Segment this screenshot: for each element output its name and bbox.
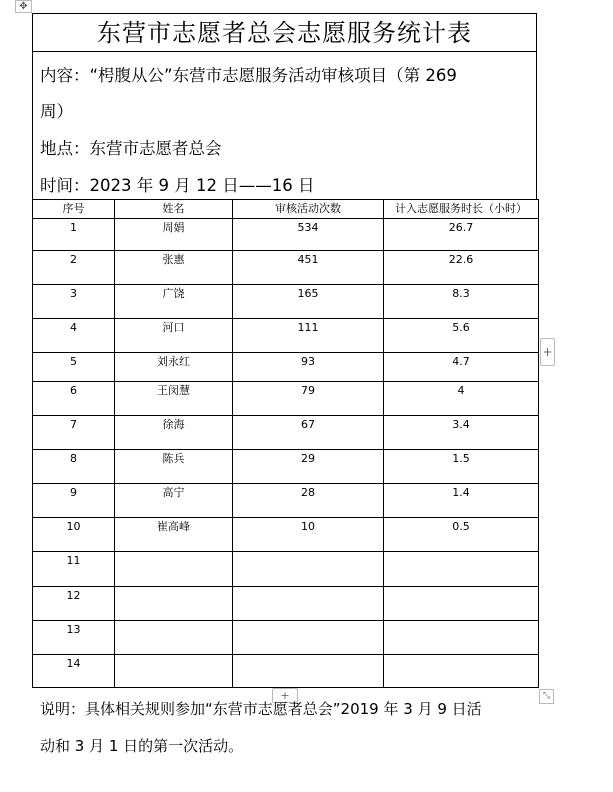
table-header-row — [33, 200, 539, 219]
table-row — [33, 382, 539, 416]
cell-index[interactable]: 8 — [33, 450, 115, 484]
cell-index[interactable]: 3 — [33, 285, 115, 319]
cell-index[interactable]: 14 — [33, 655, 115, 688]
cell-name[interactable]: 王闵慧 — [115, 382, 233, 416]
header-service-hours: 计入志愿服务时长（小时） — [384, 200, 539, 219]
cell-service-hours[interactable] — [384, 655, 539, 688]
cell-index[interactable]: 5 — [33, 353, 115, 382]
table-row — [33, 450, 539, 484]
table-resize-icon[interactable]: ⤡ — [539, 689, 554, 704]
table-row — [33, 416, 539, 450]
content-line-continued: 周） — [40, 102, 73, 121]
cell-service-hours[interactable]: 22.6 — [384, 251, 539, 285]
add-row-icon[interactable]: + — [272, 688, 298, 703]
cell-service-hours[interactable]: 8.3 — [384, 285, 539, 319]
note-line: 说明：具体相关规则参加“东营市志愿者总会”2019 年 3 月 9 日活 — [40, 700, 482, 718]
table-row — [33, 484, 539, 518]
cell-name[interactable]: 张惠 — [115, 251, 233, 285]
cell-service-hours[interactable]: 1.5 — [384, 450, 539, 484]
table-row — [33, 319, 539, 353]
cell-index[interactable]: 4 — [33, 319, 115, 353]
table-row — [33, 621, 539, 655]
cell-index[interactable]: 2 — [33, 251, 115, 285]
cell-service-hours[interactable]: 4.7 — [384, 353, 539, 382]
add-column-icon[interactable]: + — [540, 338, 555, 366]
cell-service-hours[interactable]: 3.4 — [384, 416, 539, 450]
cell-service-hours[interactable]: 26.7 — [384, 219, 539, 251]
cell-activity-count[interactable] — [233, 621, 384, 655]
cell-index[interactable]: 10 — [33, 518, 115, 552]
cell-index[interactable]: 9 — [33, 484, 115, 518]
cell-name[interactable]: 广饶 — [115, 285, 233, 319]
cell-name[interactable]: 刘永红 — [115, 353, 233, 382]
cell-name[interactable]: 崔高峰 — [115, 518, 233, 552]
cell-service-hours[interactable]: 1.4 — [384, 484, 539, 518]
cell-index[interactable]: 7 — [33, 416, 115, 450]
cell-index[interactable]: 1 — [33, 219, 115, 251]
cell-name[interactable]: 河口 — [115, 319, 233, 353]
cell-index[interactable]: 6 — [33, 382, 115, 416]
cell-name[interactable]: 徐海 — [115, 416, 233, 450]
cell-activity-count[interactable] — [233, 587, 384, 621]
content-line: 内容：“枵腹从公”东营市志愿服务活动审核项目（第 269 — [40, 66, 457, 85]
cell-activity-count[interactable]: 93 — [233, 353, 384, 382]
table-move-handle-icon[interactable]: ✥ — [15, 0, 32, 13]
cell-activity-count[interactable]: 534 — [233, 219, 384, 251]
header-activity-count: 审核活动次数 — [233, 200, 384, 219]
table-row — [33, 587, 539, 621]
cell-activity-count[interactable]: 28 — [233, 484, 384, 518]
table-row — [33, 219, 539, 251]
place-line: 地点：东营市志愿者总会 — [40, 139, 222, 158]
cell-activity-count[interactable]: 67 — [233, 416, 384, 450]
document-title: 东营市志愿者总会志愿服务统计表 — [33, 14, 536, 52]
cell-service-hours[interactable]: 5.6 — [384, 319, 539, 353]
cell-name[interactable]: 高宁 — [115, 484, 233, 518]
cell-service-hours[interactable] — [384, 621, 539, 655]
cell-service-hours[interactable]: 0.5 — [384, 518, 539, 552]
cell-index[interactable]: 12 — [33, 587, 115, 621]
header-name: 姓名 — [115, 200, 233, 219]
cell-service-hours[interactable]: 4 — [384, 382, 539, 416]
note-line-continued: 动和 3 月 1 日的第一次活动。 — [40, 737, 244, 755]
table-row — [33, 655, 539, 688]
cell-name[interactable]: 周娟 — [115, 219, 233, 251]
cell-activity-count[interactable] — [233, 655, 384, 688]
cell-name[interactable] — [115, 552, 233, 587]
cell-activity-count[interactable]: 79 — [233, 382, 384, 416]
cell-name[interactable]: 陈兵 — [115, 450, 233, 484]
cell-activity-count[interactable] — [233, 552, 384, 587]
table-header-block — [32, 13, 537, 199]
cell-activity-count[interactable]: 165 — [233, 285, 384, 319]
time-line: 时间：2023 年 9 月 12 日——16 日 — [40, 176, 315, 195]
cell-activity-count[interactable]: 10 — [233, 518, 384, 552]
cell-service-hours[interactable] — [384, 552, 539, 587]
cell-index[interactable]: 11 — [33, 552, 115, 587]
table-row — [33, 251, 539, 285]
cell-activity-count[interactable]: 29 — [233, 450, 384, 484]
statistics-table — [32, 199, 539, 688]
table-row — [33, 518, 539, 552]
cell-activity-count[interactable]: 111 — [233, 319, 384, 353]
table-row — [33, 285, 539, 319]
cell-service-hours[interactable] — [384, 587, 539, 621]
cell-index[interactable]: 13 — [33, 621, 115, 655]
cell-activity-count[interactable]: 451 — [233, 251, 384, 285]
table-row — [33, 353, 539, 382]
table-row — [33, 552, 539, 587]
cell-name[interactable] — [115, 655, 233, 688]
cell-name[interactable] — [115, 621, 233, 655]
header-index: 序号 — [33, 200, 115, 219]
cell-name[interactable] — [115, 587, 233, 621]
